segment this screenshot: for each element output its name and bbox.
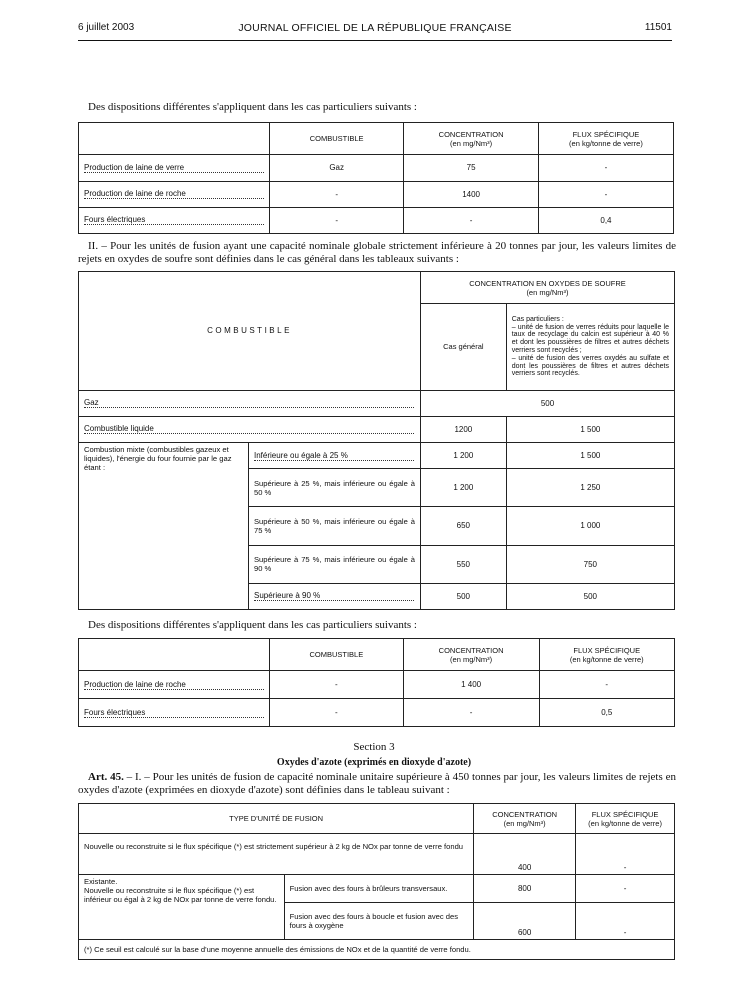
cell-cas-general: 1 200 [420,442,506,468]
row-label: Production de laine de roche [79,181,270,207]
cell-cas-particuliers: 1 500 [506,416,674,442]
header-cas-general: Cas général [420,304,506,391]
cell-concentration: 800 [474,874,576,902]
cell-cas-general: 500 [420,583,506,609]
intro-paragraph-1: Des dispositions différentes s'appliquent dans les cas particuliers suivants : [88,101,417,113]
header-empty [79,123,270,155]
cell-cas-general: 650 [420,507,506,545]
table-row-gaz [79,390,675,416]
intro-paragraph-2: II. – Pour les unités de fusion ayant une capacité nominale globale strictement inférieure à 20 tonnes par jour, les valeurs limites de rejets en oxydes de soufre sont définies dans le cas général dans les tableaux suivants : [78,240,676,265]
cell-combustible: - [270,671,404,699]
table-particular-cases-1 [78,122,674,234]
header-date: 6 juillet 2003 [78,22,135,33]
header-cas-particuliers: Cas particuliers : – unité de fusion de verres réduits pour laquelle le taux de recyclage du calcin est supérieur à 40 % et dont les poussières de filtres et autres déchets verriers sont recyclés ; – unité de fusion des verres oxydés au sulfate et dont les poussières de filtres et autres déchets verriers sont recyclés. [506,304,674,391]
row-label: Supérieure à 90 % [248,583,420,609]
row-label: Nouvelle ou reconstruite si le flux spécifique (*) est strictement supérieur à 2 kg de NOx par tonne de verre fondu [79,834,474,875]
cell-flux: 0,5 [539,699,674,727]
cell-concentration: 400 [474,834,576,875]
table-row [79,874,675,902]
cell-cas-particuliers: 1 000 [506,507,674,545]
table-nitrogen-oxides [78,803,675,960]
table-header-row [79,123,674,155]
header-flux: FLUX SPÉCIFIQUE (en kg/tonne de verre) [538,123,673,155]
table-footnote-row [79,939,675,959]
header-concentration: CONCENTRATION (en mg/Nm³) [403,639,539,671]
cell-flux: - [576,903,675,939]
table-row [79,834,675,875]
table-row [79,699,675,727]
row-label: Production de laine de verre [79,155,270,181]
table-header-row [79,272,675,304]
section-heading: Section 3 [353,741,395,753]
cell-concentration: 75 [404,155,539,181]
cell-flux: - [538,181,673,207]
cell-cas-general: 1 200 [420,469,506,507]
header-flux: FLUX SPÉCIFIQUE (en kg/tonne de verre) [539,639,674,671]
intro-paragraph-3: Des dispositions différentes s'appliquent dans les cas particuliers suivants : [88,619,417,631]
cell-combustible: - [270,207,404,233]
article-text: – I. – Pour les unités de fusion de capacité nominale unitaire supérieure à 450 tonnes par jour, les valeurs limites de rejets en oxydes d'azote (exprimées en dioxyde d'azote) sont définies dans le tableau suivant : [78,771,676,796]
cell-cas-particuliers: 1 500 [506,442,674,468]
cell-flux: - [576,874,675,902]
table-row [79,671,675,699]
header-concentration: CONCENTRATION (en mg/Nm³) [474,804,576,834]
row-label: Production de laine de roche [79,671,270,699]
cell-combustible: Gaz [270,155,404,181]
row-label: Fusion avec des fours à brûleurs transversaux. [284,874,474,902]
mixte-label: Combustion mixte (combustibles gazeux et liquides), l'énergie du four fournie par le gaz étant : [79,442,249,609]
table-row [79,207,674,233]
cell-concentration: 1 400 [403,671,539,699]
cell-concentration: - [403,699,539,727]
existante-label: Existante. Nouvelle ou reconstruite si le flux spécifique (*) est inférieur ou égal à 2 kg de NOx par tonne de verre fondu. [79,874,285,939]
table-particular-cases-2 [78,638,675,727]
footnote: (*) Ce seuil est calculé sur la base d'une moyenne annuelle des émissions de NOx et de la quantité de verre fondu. [79,939,675,959]
header-combustible: COMBUSTIBLE [79,272,421,391]
table-row [79,155,674,181]
cell-cas-particuliers: 750 [506,545,674,583]
cell-concentration: - [404,207,539,233]
cell-flux: - [539,671,674,699]
cell-combustible: - [270,699,404,727]
header-concentration: CONCENTRATION EN OXYDES DE SOUFRE (en mg/Nm³) [420,272,674,304]
cell-gaz-value: 500 [420,390,674,416]
cell-flux: - [538,155,673,181]
header-flux: FLUX SPÉCIFIQUE (en kg/tonne de verre) [576,804,675,834]
cell-cas-particuliers: 500 [506,583,674,609]
row-label: Fusion avec des fours à boucle et fusion avec des fours à oxygène [284,903,474,939]
row-label: Gaz [79,390,421,416]
row-label: Combustible liquide [79,416,421,442]
table-row [79,442,675,468]
header-rule [78,40,672,41]
article-45-paragraph [78,771,676,796]
header-combustible: COMBUSTIBLE [270,639,404,671]
row-label: Supérieure à 25 %, mais inférieure ou égale à 50 % [248,469,420,507]
header-concentration: CONCENTRATION (en mg/Nm³) [404,123,539,155]
cell-flux: 0,4 [538,207,673,233]
header-combustible: COMBUSTIBLE [270,123,404,155]
cell-cas-general: 1200 [420,416,506,442]
row-label: Supérieure à 50 %, mais inférieure ou égale à 75 % [248,507,420,545]
page-header [78,22,672,38]
subsection-heading: Oxydes d'azote (exprimés en dioxyde d'azote) [276,757,472,768]
cell-cas-general: 550 [420,545,506,583]
row-label: Supérieure à 75 %, mais inférieure ou égale à 90 % [248,545,420,583]
table-header-row [79,639,675,671]
table-header-row [79,804,675,834]
header-empty [79,639,270,671]
article-label: Art. 45. [88,771,124,783]
cell-cas-particuliers: 1 250 [506,469,674,507]
header-page-number: 11501 [644,22,672,33]
cell-concentration: 600 [474,903,576,939]
row-label: Fours électriques [79,207,270,233]
table-row [79,181,674,207]
cell-concentration: 1400 [404,181,539,207]
row-label: Inférieure ou égale à 25 % [248,442,420,468]
table-sulfur-oxides [78,271,675,610]
header-type: TYPE D'UNITÉ DE FUSION [79,804,474,834]
header-title: JOURNAL OFFICIEL DE LA RÉPUBLIQUE FRANÇAISE [238,22,512,34]
cell-combustible: - [270,181,404,207]
table-row-liquide [79,416,675,442]
row-label: Fours électriques [79,699,270,727]
cell-flux: - [576,834,675,875]
